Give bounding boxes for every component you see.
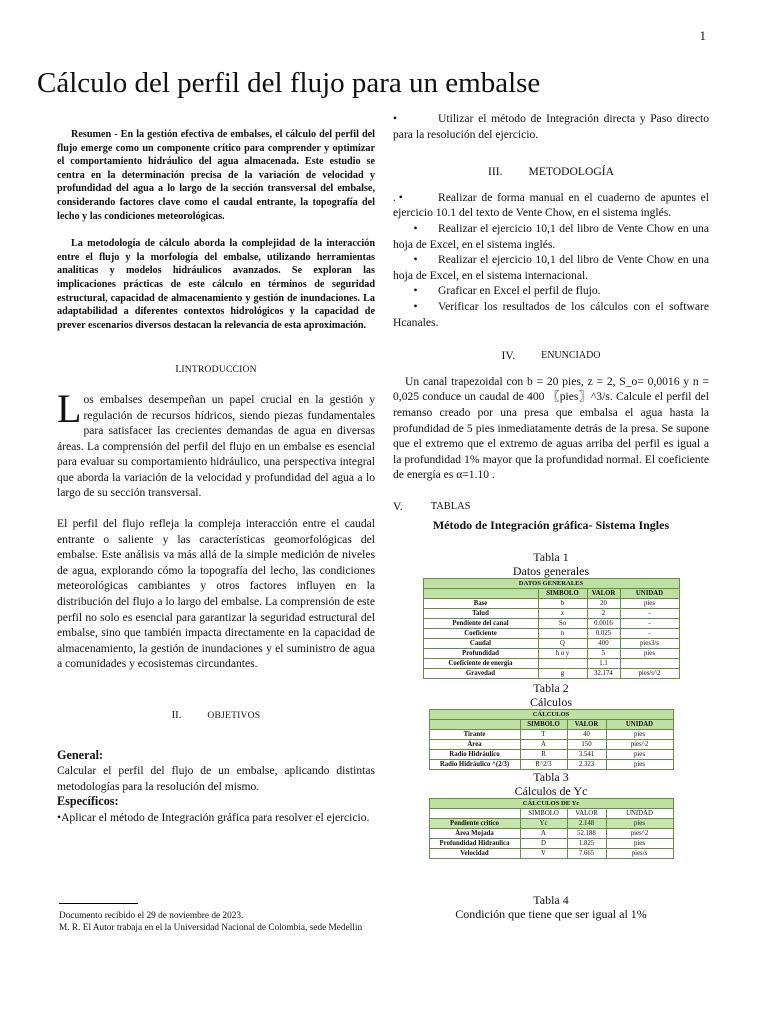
bullet-glyph: • [57, 810, 62, 824]
table-row [423, 669, 679, 679]
table-cell: - [620, 609, 679, 619]
table-row [429, 829, 673, 839]
general-text: Calcular el perfil del flujo de un embalse, aplicando distintas metodologías para la resolución del mismo. [57, 764, 375, 793]
table-3-block [393, 770, 709, 859]
table-cell: A [520, 829, 567, 839]
table-cell: 0.025 [587, 629, 620, 639]
table-cell: pies [620, 649, 679, 659]
objective-bullet-2 [393, 111, 709, 142]
table-row [423, 649, 679, 659]
table-cell: Pendiente del canal [423, 619, 538, 629]
table-cell: Tirante [429, 730, 520, 740]
section-heading-enunciado [393, 348, 709, 364]
bullet-glyph: • [413, 299, 418, 313]
column-header: VALOR [567, 720, 606, 730]
section-numeral: IV. [501, 349, 516, 363]
table-1-number: Tabla 1 [533, 550, 569, 565]
table-cell: R^2/3 [520, 760, 567, 770]
bullet-glyph: • [413, 221, 418, 235]
table-cell: Coeficiente [423, 629, 538, 639]
page-title: Cálculo del perfil del flujo para un embalse [37, 67, 541, 99]
column-header: UNIDAD [620, 589, 679, 599]
table-cell: Radio Hidráulico [429, 750, 520, 760]
table-cell: 2 [587, 609, 620, 619]
bullet-glyph: • [393, 112, 398, 125]
table-cell: pies [620, 599, 679, 609]
right-column [393, 111, 709, 921]
table-row [429, 819, 673, 829]
table-cell: pies [606, 750, 673, 760]
metodologia-item-text: Verificar los resultados de los cálculos con el software Hcanales. [393, 299, 709, 329]
left-column [57, 128, 375, 826]
table-row [423, 619, 679, 629]
column-header: UNIDAD [606, 720, 673, 730]
objective-bullet-1-text: Aplicar el método de Integración gráfica para resolver el ejercicio. [61, 810, 370, 824]
section-heading-metodologia [393, 164, 709, 180]
table-cell: Gravedad [423, 669, 538, 679]
general-label: General: [57, 747, 104, 762]
table-cell: A [520, 740, 567, 750]
intro-paragraph-2: El perfil del flujo refleja la compleja interacción entre el caudal entrante o saliente y las características geomorfológicas del embalse. Este análisis va más allá de la simple medición de niveles de agua, explorando cómo la topografía del lecho, las condiciones meteorológicas cambiantes y otros factores influyen en la distribución del flujo a lo largo del embalse. La comprensión de este perfil no solo es esencial para garantizar la seguridad estructural del embalse, sino que también impacta directamente en la capacidad de almacenamiento, la gestión de inundaciones y el suministro de agua a comunidades y ecosistemas circundantes. [57, 517, 375, 671]
table-title: DATOS GENERALES [423, 579, 679, 589]
table-row [429, 849, 673, 859]
abstract-paragraph-2: La metodología de cálculo aborda la complejidad de la interacción entre el flujo y la morfología del embalse, utilizando herramientas analíticas y modelos hidráulicos avanzados. Se exploran las implicaciones prácticas de este cálculo en términos de seguridad estructural, capacidad de almacenamiento y gestión de inundaciones. La adaptabilidad a diferentes contextos hidrológicos y la capacidad de prever escenarios diversos destacan la relevancia de esta aproximación. [57, 238, 375, 331]
table-row [429, 740, 673, 750]
table-3-caption: Cálculos de Yc [514, 784, 588, 799]
table-row [423, 629, 679, 639]
section-title: METODOLOGÍA [528, 165, 614, 179]
table-cell: - [620, 629, 679, 639]
table-cell: pies/s [606, 849, 673, 859]
table-cell: Radio Hidráulico ^(2/3) [429, 760, 520, 770]
table-cell: pies [606, 760, 673, 770]
metodologia-item [393, 283, 709, 299]
table-cell: Pendiente critico [429, 819, 520, 829]
table-cell: Q [538, 639, 587, 649]
table-calculos [429, 709, 674, 770]
table-cell: Área [429, 740, 520, 750]
table-2-block [393, 681, 709, 770]
table-title: CÁLCULOS [429, 710, 673, 720]
table-2-number: Tabla 2 [533, 681, 569, 696]
table-cell: z [538, 609, 587, 619]
metodologia-item [393, 299, 709, 330]
footnote-line-1: Documento recibido el 29 de noviembre de 2023. [59, 911, 244, 921]
table-1-block [393, 550, 709, 679]
table-cell: 1.825 [567, 839, 606, 849]
table-cell: So [538, 619, 587, 629]
abstract-paragraph-1: Resumen - En la gestión efectiva de embalses, el cálculo del perfil del flujo emerge como un componente crítico para comprender y optimizar el comportamiento hidráulico del agua almacenada. Este estudio se centra en la determinación precisa de la variación de velocidad y profundidad del agua a lo largo de la sección transversal del embalse, considerando factores clave como el caudal entrante, la topografía del lecho y las condiciones meteorológicas. [57, 129, 375, 222]
metodologia-item-text: Realizar el ejercicio 10,1 del libro de Vente Chow en una hoja de Excel, en el sistema inglés. [393, 221, 709, 251]
table-cell: T [520, 730, 567, 740]
objective-bullet-2-text: Utilizar el método de Integración directa y Paso directo para la resolución del ejercicio. [393, 112, 709, 141]
footnote-line-2: M. R. El Autor trabaja en el la Universidad Nacional de Colombia, sede Medellin [59, 923, 363, 934]
intro-paragraph-1-text: os embalses desempeñan un papel crucial en la gestión y regulación de recursos hídricos, siendo piezas fundamentales para satisfacer las crecientes demandas de agua en diversas áreas. La comprensión del perfil del flujo en un embalse es esencial para evaluar su comportamiento hidráulico, una perspectiva integral que aborda la variación de la velocidad y profundidad del agua a lo largo de su sección transversal. [57, 392, 375, 500]
table-cell: Talud [423, 609, 538, 619]
table-cell: pies [606, 819, 673, 829]
intro-paragraph-1 [57, 385, 375, 501]
table-cell: 40 [567, 730, 606, 740]
column-header [429, 720, 520, 730]
enunciado-text: Un canal trapezoidal con b = 20 pies, z = 2, S_o= 0,0016 y n = 0,025 conduce un caudal de 400 〖pies〗^3/s. Calcule el perfil del remanso creado por una presa que embalsa el agua hasta la profundidad de 5 pies inmediatamente detrás de la presa. Se supone que el extremo que el extremo de aguas arriba del perfil es igual a la profundidad 1% mayor que la profundidad normal. El coeficiente de energía es α=1.10 . [393, 374, 709, 482]
table-cell: 52.188 [567, 829, 606, 839]
table-cell: g [538, 669, 587, 679]
table-row [423, 639, 679, 649]
section-title: TABLAS [430, 500, 471, 512]
table-row [429, 839, 673, 849]
table-1-caption: Datos generales [512, 564, 590, 579]
especificos-label: Específicos: [57, 794, 119, 809]
section-numeral: III. [488, 165, 503, 179]
table-row [423, 609, 679, 619]
table-cell: 1.1 [587, 659, 620, 669]
bullet-glyph: • [413, 284, 418, 298]
table-cell [538, 659, 587, 669]
table-cell: Coeficiente de energia [423, 659, 538, 669]
table-row [423, 659, 679, 669]
column-header: SIMBOLO [520, 720, 567, 730]
bullet-glyph: • [413, 253, 418, 267]
table-cell: pies^2 [606, 740, 673, 750]
metodologia-item [393, 221, 709, 252]
section-heading-introduccion [57, 362, 375, 378]
tablas-subtitle: Método de Integración gráfica- Sistema Ingles [432, 518, 670, 533]
metodologia-item-text: Realizar de forma manual en el cuaderno de apuntes el ejercicio 10.1 del texto de Vente Chow, en el sistema inglés. [393, 190, 709, 220]
table-cell: D [520, 839, 567, 849]
table-4-caption: Condición que tiene que ser igual al 1% [455, 907, 647, 922]
column-header: SIMBOLO [538, 589, 587, 599]
table-cell: pies/s^2 [620, 669, 679, 679]
table-3-number: Tabla 3 [533, 770, 569, 785]
table-cell: 5 [587, 649, 620, 659]
metodologia-item [393, 252, 709, 283]
table-cell: 3.541 [567, 750, 606, 760]
table-cell: 2.148 [567, 819, 606, 829]
section-title: OBJETIVOS [207, 710, 261, 721]
table-cell: Profundidad [423, 649, 538, 659]
table-cell: pies^2 [606, 829, 673, 839]
table-cell: Área Mojada [429, 829, 520, 839]
table-row [429, 730, 673, 740]
table-cell: Caudal [423, 639, 538, 649]
table-4-number: Tabla 4 [533, 893, 569, 908]
column-header [429, 809, 520, 819]
section-numeral: V. [393, 499, 403, 513]
section-title: INTRODUCCION [181, 364, 257, 376]
column-header [423, 589, 538, 599]
table-cell: pies3/s [620, 639, 679, 649]
table-row [429, 750, 673, 760]
drop-cap: L [57, 385, 82, 431]
table-calculos-yc [429, 798, 674, 859]
section-numeral: I. [175, 364, 182, 376]
table-cell: Velocidad [429, 849, 520, 859]
table-row [423, 599, 679, 609]
table-4-block [393, 893, 709, 921]
metodologia-item-text: Graficar en Excel el perfil de flujo. [438, 284, 601, 298]
section-heading-tablas [393, 499, 709, 515]
table-cell: 7.665 [567, 849, 606, 859]
table-datos-generales [423, 578, 680, 679]
footnote-rule [59, 903, 138, 904]
table-2-caption: Cálculos [530, 695, 572, 710]
table-cell: pies [606, 730, 673, 740]
table-title: CÁLCULOS DE Yc [429, 799, 673, 809]
table-cell: Yc [520, 819, 567, 829]
table-cell: 400 [587, 639, 620, 649]
table-cell: b [538, 599, 587, 609]
column-header: VALOR [587, 589, 620, 599]
table-cell: Profundidad Hidraulica [429, 839, 520, 849]
column-header: SIMBOLO [520, 809, 567, 819]
section-title: ENUNCIADO [541, 350, 601, 362]
table-cell: R [520, 750, 567, 760]
footnote [59, 910, 377, 934]
section-heading-objetivos [57, 708, 375, 724]
table-cell: 150 [567, 740, 606, 750]
metodologia-item-text: Realizar el ejercicio 10,1 del libro de Vente Chow en una hoja de Excel, en el sistema internacional. [393, 253, 709, 282]
table-cell: 2.323 [567, 760, 606, 770]
table-cell: 20 [587, 599, 620, 609]
page-number: 1 [699, 28, 706, 43]
table-cell: h o y [538, 649, 587, 659]
column-header: VALOR [567, 809, 606, 819]
section-numeral: II. [171, 710, 182, 721]
table-cell: n [538, 629, 587, 639]
bullet-glyph: . • [393, 190, 403, 204]
table-cell [620, 659, 679, 669]
metodologia-list [393, 190, 709, 330]
table-cell: 0.0016 [587, 619, 620, 629]
table-cell: 32.174 [587, 669, 620, 679]
objective-bullet-1 [57, 810, 375, 826]
table-cell: pies [606, 839, 673, 849]
metodologia-item [393, 190, 709, 221]
table-cell: Base [423, 599, 538, 609]
column-header: UNIDAD [606, 809, 673, 819]
table-cell: V [520, 849, 567, 859]
table-row [429, 760, 673, 770]
table-cell: - [620, 619, 679, 629]
